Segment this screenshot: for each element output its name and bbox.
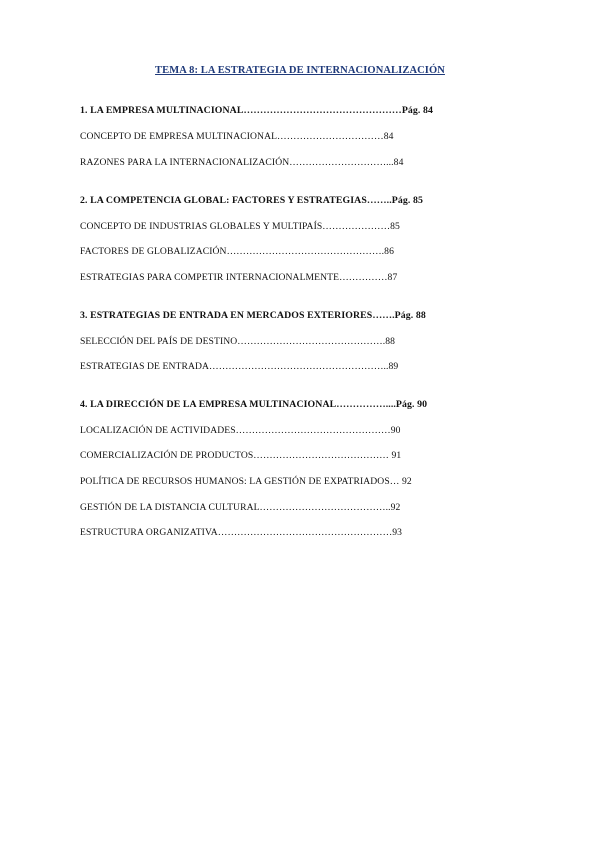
toc-item: ESTRUCTURA ORGANIZATIVA………………………………………………93 bbox=[80, 527, 403, 538]
page-title: TEMA 8: LA ESTRATEGIA DE INTERNACIONALIZACIÓN bbox=[155, 65, 445, 76]
toc-item: CONCEPTO DE EMPRESA MULTINACIONAL……………………………84 bbox=[80, 131, 394, 142]
toc-item: LOCALIZACIÓN DE ACTIVIDADES…………………………………………90 bbox=[80, 425, 401, 436]
toc-item: ESTRATEGIAS DE ENTRADA………………………………………………..89 bbox=[80, 361, 399, 372]
section-heading-2: 2. LA COMPETENCIA GLOBAL: FACTORES Y ESTRATEGIAS……..Pág. 85 bbox=[80, 195, 423, 206]
toc-item: COMERCIALIZACIÓN DE PRODUCTOS…………………………………… 91 bbox=[80, 450, 402, 461]
toc-item: RAZONES PARA LA INTERNACIONALIZACIÓN…………………………...84 bbox=[80, 157, 404, 168]
toc-item: SELECCIÓN DEL PAÍS DE DESTINO……………………………………….88 bbox=[80, 336, 395, 347]
section-heading-1: 1. LA EMPRESA MULTINACIONAL…………………………………………Pág. 84 bbox=[80, 105, 433, 116]
toc-item: FACTORES DE GLOBALIZACIÓN………………………………………….86 bbox=[80, 246, 394, 257]
toc-item: GESTIÓN DE LA DISTANCIA CULTURAL…………………………………..92 bbox=[80, 502, 401, 513]
section-heading-3: 3. ESTRATEGIAS DE ENTRADA EN MERCADOS EXTERIORES…….Pág. 88 bbox=[80, 310, 426, 321]
toc-item: CONCEPTO DE INDUSTRIAS GLOBALES Y MULTIPAÍS…………………85 bbox=[80, 221, 400, 232]
section-heading-4: 4. LA DIRECCIÓN DE LA EMPRESA MULTINACIONAL……………....Pág. 90 bbox=[80, 399, 428, 410]
toc-item: ESTRATEGIAS PARA COMPETIR INTERNACIONALMENTE……………87 bbox=[80, 272, 398, 283]
toc-item: POLÍTICA DE RECURSOS HUMANOS: LA GESTIÓN DE EXPATRIADOS… 92 bbox=[80, 476, 412, 487]
